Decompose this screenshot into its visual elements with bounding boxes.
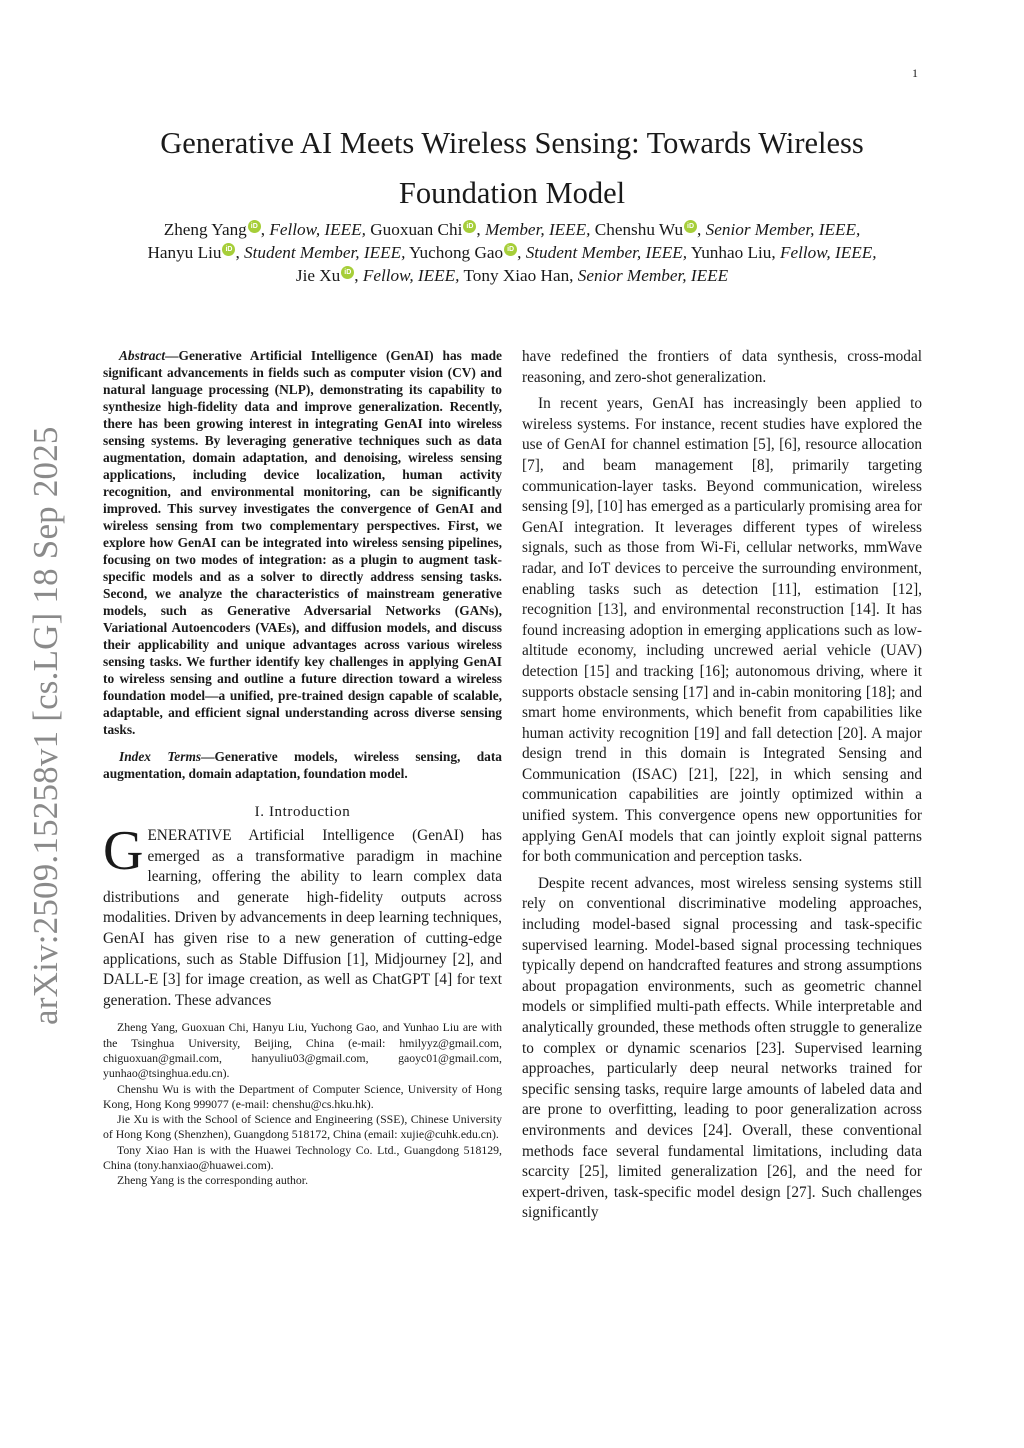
intro-paragraph-3: Despite recent advances, most wireless sensing systems still rely on conventional discriminative modeling approaches, including model-based signal processing and task-specific supervised learning. Model-based signal processing techniques typically depend on handcrafted features and strong assumptions about propagation environments, such as geometric channel models or simplified multi-path effects. While interpretable and analytically grounded, these methods often struggle to generalize to complex or dynamic scenarios [23]. Supervised learning approaches, particularly deep neural networks trained for specific sensing tasks, require large amounts of labeled data and are prone to overfitting, leading to poor generalization across environments and devices [24]. Overall, these conventional methods face several fundamental limitations, including data scarcity [25], limited generalization [26], and the need for expert-driven, task-specific model design [27]. Such challenges significantly (522, 874, 922, 1222)
footnote: Zheng Yang, Guoxuan Chi, Hanyu Liu, Yuchong Gao, and Yunhao Liu are with the Tsinghua University, Beijing, China (e-mail: hmilyyz@gmail.com, chiguoxuan@gmail.com, hanyuliu03@gmail.com, gaoyc01@gmail.com, yunhao@tsinghua.edu.cn). (103, 1020, 502, 1081)
intro-paragraph-2: In recent years, GenAI has increasingly been applied to wireless systems. For instance, recent studies have explored the use of GenAI for channel estimation [5], [6], resource allocation [7], and beam management [8], primarily targeting communication-layer tasks. Beyond communication, wireless sensing [9], [10] has emerged as a particularly promising area for GenAI integration. It leverages different types of wireless signals, such as those from Wi-Fi, cellular networks, mmWave radar, and IoT devices to perceive the surrounding environment, enabling tasks such as detection [11], estimation [12], recognition [13], and environmental reconstruction [14]. It has found increasing adoption in emerging applications such as low-altitude economy, including uncrewed aerial vehicle (UAV) detection [15] and tracking [16]; autonomous driving, where it supports obstacle sensing [17] and in-cabin monitoring [18]; and smart home environments, which benefit from capabilities like human activity recognition [19] and fall detection [20]. A major design trend in this domain is Integrated Sensing and Communication (ISAC) [21], [22], in which sensing and communication capabilities are jointly optimized within a unified system. This convergence opens new opportunities for applying GenAI models that can jointly exploit signal patterns for both communication and perception tasks. (522, 395, 922, 866)
author-affiliation: Student Member, IEEE, (244, 243, 406, 262)
orcid-icon[interactable]: iD (248, 220, 261, 233)
orcid-icon[interactable]: iD (504, 243, 517, 256)
index-terms-text: —Generative models, wireless sensing, data augmentation, domain adaptation, foundation model. (103, 749, 503, 781)
abstract-label: Abstract (119, 348, 166, 363)
author-name: Yunhao Liu, (690, 243, 776, 262)
author-line-3: Jie Xu iD , Fellow, IEEE, Tony Xiao Han, Senior Member, IEEE (295, 266, 729, 285)
arxiv-identifier: arXiv:2509.15258v1 [cs.LG] 18 Sep 2025 (26, 426, 65, 1025)
author-footnotes (103, 1020, 502, 1188)
author-line-2: Hanyu Liu iD , Student Member, IEEE, Yuchong Gao iD , Student Member, IEEE, Yunhao Liu, Fellow, IEEE, (147, 243, 877, 262)
intro-paragraph-1-text: ENERATIVE Artificial Intelligence (GenAI) has emerged as a transformative paradigm in machine learning, offering the ability to learn complex data distributions and generate high-fidelity outputs across modalities. Driven by advancements in deep learning techniques, GenAI has given rise to a new generation of cutting-edge applications, such as Stable Diffusion [1], Midjourney [2], and DALL-E [3] for image creation, as well as ChatGPT [4] for text generation. These advances (103, 827, 502, 1009)
paper-title: Generative AI Meets Wireless Sensing: Towards Wireless Foundation Model (160, 126, 864, 210)
author-name: Yuchong Gao (409, 243, 504, 262)
orcid-icon[interactable]: iD (222, 243, 235, 256)
section-heading-introduction: I. Introduction (254, 804, 351, 820)
index-terms (103, 748, 502, 782)
author-name: Hanyu Liu (147, 243, 222, 262)
author-affiliation: Fellow, IEEE, (779, 243, 877, 262)
author-affiliation: Senior Member, IEEE (577, 266, 729, 285)
orcid-icon[interactable]: iD (341, 266, 354, 279)
author-affiliation: Student Member, IEEE, (525, 243, 688, 262)
author-affiliation: Fellow, IEEE, (362, 266, 460, 285)
author-name: Zheng Yang (163, 220, 247, 239)
author-affiliation: Member, IEEE, (484, 220, 591, 239)
author-affiliation: Senior Member, IEEE, (705, 220, 861, 239)
intro-paragraph-1-continued: have redefined the frontiers of data synthesis, cross-modal reasoning, and zero-shot generalization. (522, 348, 922, 386)
author-affiliation: Fellow, IEEE, (269, 220, 366, 239)
right-column (522, 347, 922, 1224)
footnote: Jie Xu is with the School of Science and Engineering (SSE), Chinese University of Hong Kong (Shenzhen), Guangdong 518172, China (email: xujie@cuhk.edu.cn). (103, 1112, 502, 1142)
footnote: Zheng Yang is the corresponding author. (117, 1173, 309, 1188)
abstract (103, 347, 502, 738)
index-terms-label: Index Terms (119, 749, 202, 764)
author-line-1: Zheng Yang iD , Fellow, IEEE, Guoxuan Chi iD , Member, IEEE, Chenshu Wu iD , Senior Member, IEEE, (163, 220, 861, 239)
abstract-text: —Generative Artificial Intelligence (GenAI) has made significant advancements in fields such as computer vision (CV) and natural language processing (NLP), demonstrating its capability to synthesize high-fidelity data and improve generalization. Recently, there has been growing interest in integrating GenAI into wireless sensing systems. By leveraging generative techniques such as data augmentation, domain adaptation, and denoising, wireless sensing applications, including device localization, human activity recognition, and environmental monitoring, can be significantly improved. This survey investigates the convergence of GenAI and wireless sensing from two complementary perspectives. First, we explore how GenAI can be integrated into wireless sensing pipelines, focusing on two modes of integration: as a plugin to augment task-specific models and as a solver to directly address sensing tasks. Second, we analyze the characteristics of mainstream generative models, such as Generative Adversarial Networks (GANs), Variational Autoencoders (VAEs), and diffusion models, and discuss their applicability and unique advantages across various wireless sensing tasks. We further identify key challenges in applying GenAI to wireless sensing and outline a future direction toward a wireless foundation model—a unified, pre-trained design capable of scalable, adaptable, and efficient signal understanding across diverse sensing tasks. (103, 348, 502, 737)
author-name: Guoxuan Chi (370, 220, 463, 239)
footnote: Chenshu Wu is with the Department of Computer Science, University of Hong Kong, Hong Kong 999077 (e-mail: chenshu@cs.hku.hk). (103, 1081, 502, 1111)
author-name: Chenshu Wu (594, 220, 684, 239)
intro-paragraph-1 (103, 820, 502, 1011)
page-number: 1 (912, 66, 918, 80)
author-name: Tony Xiao Han, (463, 266, 574, 285)
orcid-icon[interactable]: iD (463, 220, 476, 233)
author-name: Jie Xu (295, 266, 341, 285)
author-list (90, 218, 934, 287)
footnote: Tony Xiao Han is with the Huawei Technology Co. Ltd., Guangdong 518129, China (tony.hanxiao@huawei.com). (103, 1142, 502, 1173)
orcid-icon[interactable]: iD (684, 220, 697, 233)
left-column (103, 347, 502, 1189)
drop-cap: G (103, 820, 144, 882)
